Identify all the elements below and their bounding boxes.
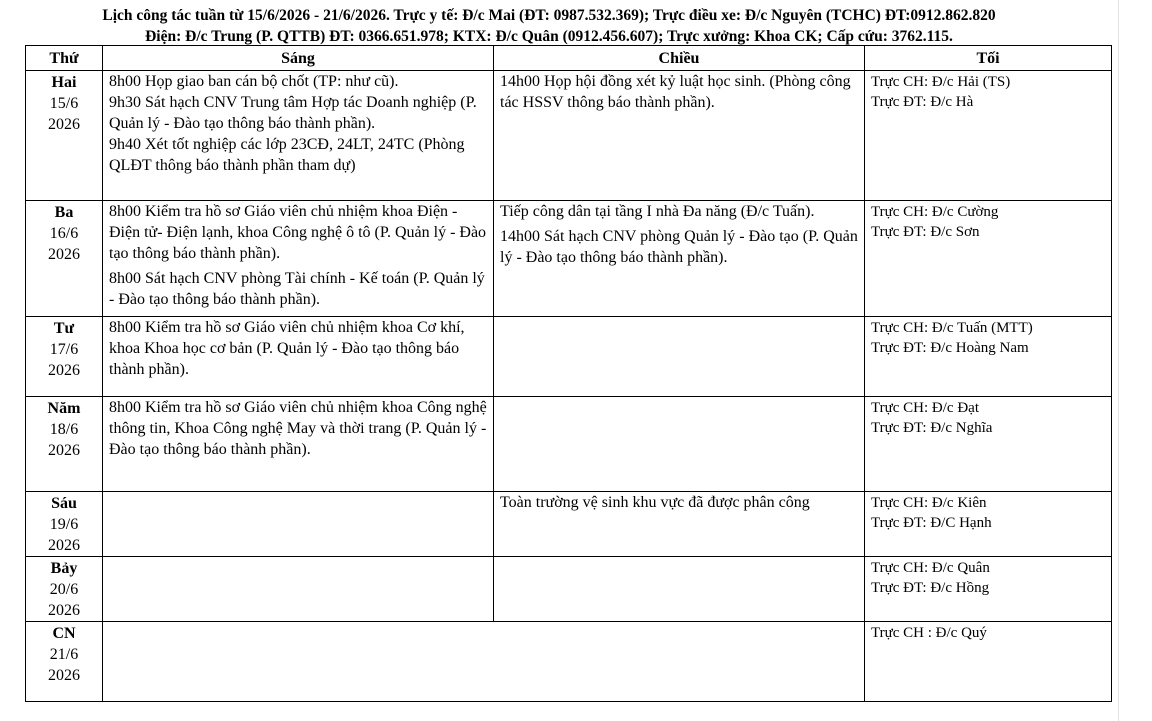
col-header-thu: Thứ (26, 46, 103, 71)
day-name: CN (52, 625, 76, 642)
afternoon-cell (494, 492, 865, 557)
morning-cell (103, 317, 494, 397)
morning-item: 9h40 Xét tốt nghiệp các lớp 23CĐ, 24LT, 24TC (Phòng QLĐT thông báo thành phần tham dự) (109, 136, 465, 174)
afternoon-item: 14h00 Họp hội đồng xét kỷ luật học sinh. (Phòng công tác HSSV thông báo thành phần). (500, 73, 851, 111)
morning-item: 9h30 Sát hạch CNV Trung tâm Hợp tác Doanh nghiệp (P. Quản lý - Đào tạo thông báo thành phần). (109, 94, 477, 132)
header-line-2: Điện: Đ/c Trung (P. QTTB) ĐT: 0366.651.978; KTX: Đ/c Quân (0912.456.607); Trực xưởng: Khoa CK; Cấp cứu: 3762.115. (145, 28, 953, 45)
day-year: 2026 (48, 246, 80, 263)
day-cell (26, 397, 103, 492)
afternoon-cell (494, 317, 865, 397)
duty-ch: Trực CH: Đ/c Kiên (871, 495, 987, 511)
afternoon-cell (494, 557, 865, 622)
afternoon-item: Tiếp công dân tại tầng I nhà Đa năng (Đ/c Tuấn). (500, 203, 815, 220)
duty-ch: Trực CH: Đ/c Cường (871, 204, 999, 220)
merged-day-cell (103, 622, 865, 702)
col-header-sang: Sáng (103, 46, 494, 71)
day-year: 2026 (48, 362, 80, 379)
table-row (26, 492, 1112, 557)
page-right-edge (1118, 0, 1152, 721)
day-date: 21/6 (49, 646, 79, 663)
day-cell (26, 201, 103, 317)
table-row (26, 317, 1112, 397)
day-cell (26, 492, 103, 557)
day-date: 17/6 (49, 341, 79, 358)
evening-cell (865, 71, 1112, 201)
day-year: 2026 (48, 442, 80, 459)
header-line-1: Lịch công tác tuần từ 15/6/2026 - 21/6/2026. Trực y tế: Đ/c Mai (ĐT: 0987.532.369); Trực điều xe: Đ/c Nguyên (TCHC) ĐT:0912.862.820 (102, 7, 996, 24)
duty-dt: Trực ĐT: Đ/c Hà (871, 94, 974, 110)
morning-item: 8h00 Họp giao ban cán bộ chốt (TP: như cũ). (109, 73, 399, 90)
afternoon-item: 14h00 Sát hạch CNV phòng Quản lý - Đào tạo (P. Quản lý - Đào tạo thông báo thành phần). (500, 228, 858, 266)
col-header-chieu: Chiều (494, 46, 865, 71)
day-date: 20/6 (49, 581, 79, 598)
weekly-schedule-table (25, 45, 1112, 702)
morning-cell (103, 71, 494, 201)
morning-cell (103, 557, 494, 622)
day-year: 2026 (48, 116, 80, 133)
afternoon-cell (494, 201, 865, 317)
table-header-row (26, 46, 1112, 71)
day-name: Bảy (50, 560, 78, 577)
morning-item: 8h00 Kiểm tra hồ sơ Giáo viên chủ nhiệm khoa Điện - Điện tử- Điện lạnh, khoa Công nghệ ô tô (P. Quản lý - Đào tạo thông báo thành phần). (109, 203, 487, 262)
morning-cell (103, 201, 494, 317)
afternoon-cell (494, 71, 865, 201)
day-cell (26, 557, 103, 622)
schedule-header (0, 5, 1098, 47)
day-date: 15/6 (49, 95, 79, 112)
duty-ch: Trực CH: Đ/c Tuấn (MTT) (871, 320, 1033, 336)
duty-dt: Trực ĐT: Đ/c Hoàng Nam (871, 340, 1029, 356)
duty-dt: Trực ĐT: Đ/c Hồng (871, 580, 990, 596)
duty-dt: Trực ĐT: Đ/c Nghĩa (871, 420, 993, 436)
day-date: 18/6 (49, 421, 79, 438)
morning-item: 8h00 Kiểm tra hồ sơ Giáo viên chủ nhiệm khoa Công nghệ thông tin, Khoa Công nghệ May và thời trang (P. Quản lý - Đào tạo thông báo thành phần). (109, 399, 487, 458)
day-name: Sáu (51, 495, 77, 512)
morning-cell (103, 397, 494, 492)
day-year: 2026 (48, 537, 80, 554)
day-cell (26, 317, 103, 397)
afternoon-item: Toàn trường vệ sinh khu vực đã được phân công (500, 494, 810, 511)
table-row (26, 397, 1112, 492)
evening-cell (865, 492, 1112, 557)
duty-ch: Trực CH: Đ/c Quân (871, 560, 990, 576)
duty-dt: Trực ĐT: Đ/C Hạnh (871, 515, 992, 531)
day-name: Năm (47, 400, 81, 417)
evening-cell (865, 557, 1112, 622)
day-name: Hai (51, 74, 77, 91)
day-date: 19/6 (49, 516, 79, 533)
duty-ch: Trực CH: Đ/c Hải (TS) (871, 74, 1011, 90)
morning-item: 8h00 Kiểm tra hồ sơ Giáo viên chủ nhiệm khoa Cơ khí, khoa Khoa học cơ bản (P. Quản lý - Đào tạo thông báo thành phần). (109, 319, 465, 378)
evening-cell (865, 397, 1112, 492)
day-name: Tư (53, 320, 75, 337)
table-row (26, 622, 1112, 702)
evening-cell (865, 201, 1112, 317)
day-year: 2026 (48, 667, 80, 684)
afternoon-cell (494, 397, 865, 492)
day-cell (26, 622, 103, 702)
col-header-toi: Tối (865, 46, 1112, 71)
duty-ch: Trực CH: Đ/c Đạt (871, 400, 979, 416)
duty-ch: Trực CH : Đ/c Quý (871, 625, 987, 641)
table-row (26, 71, 1112, 201)
day-year: 2026 (48, 602, 80, 619)
evening-cell (865, 622, 1112, 702)
table-row (26, 557, 1112, 622)
table-row (26, 201, 1112, 317)
evening-cell (865, 317, 1112, 397)
duty-dt: Trực ĐT: Đ/c Sơn (871, 224, 980, 240)
morning-item: 8h00 Sát hạch CNV phòng Tài chính - Kế toán (P. Quản lý - Đào tạo thông báo thành phần). (109, 270, 485, 308)
day-cell (26, 71, 103, 201)
day-name: Ba (54, 204, 74, 221)
day-date: 16/6 (49, 225, 79, 242)
morning-cell (103, 492, 494, 557)
